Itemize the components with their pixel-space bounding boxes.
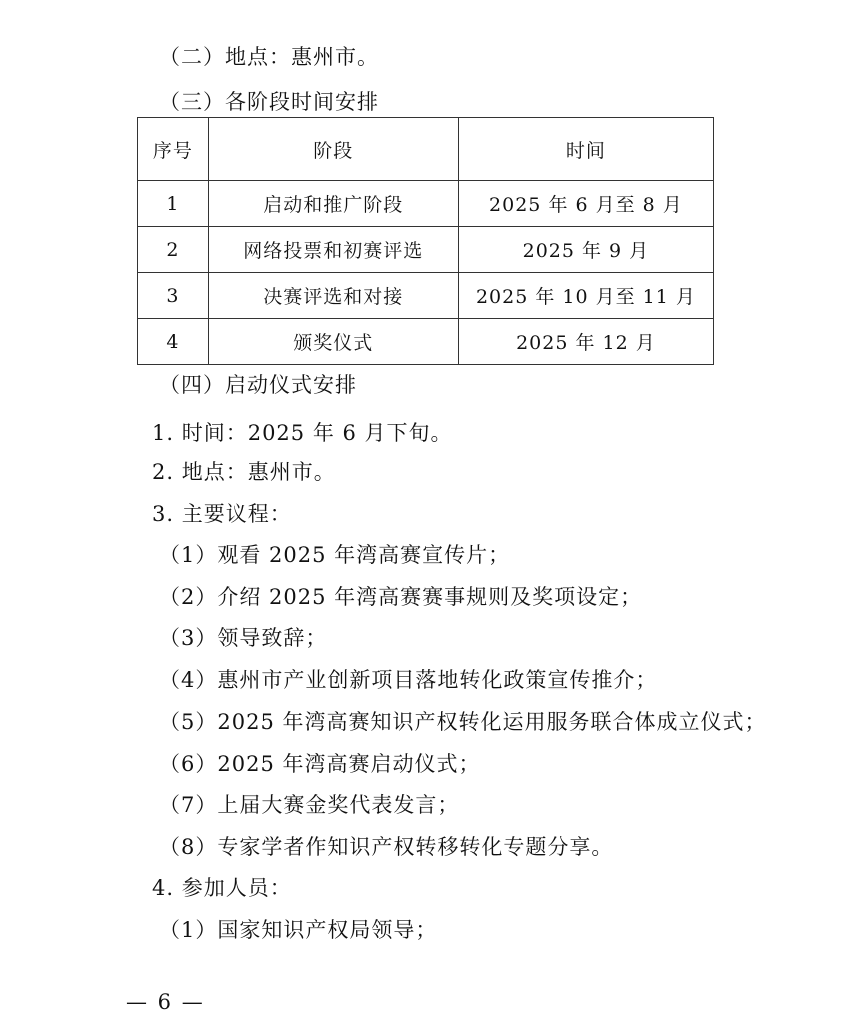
row-time: 2025 年 12 月 bbox=[458, 319, 713, 365]
agenda-item: （1）观看 2025 年湾高赛宣传片； bbox=[159, 543, 511, 567]
row-index: 1 bbox=[138, 181, 209, 227]
launch-time: 1. 时间：2025 年 6 月下旬。 bbox=[152, 421, 453, 445]
launch-heading: （四）启动仪式安排 bbox=[159, 373, 357, 397]
schedule-heading: （三）各阶段时间安排 bbox=[159, 90, 379, 114]
table-row bbox=[138, 273, 714, 319]
row-stage: 启动和推广阶段 bbox=[208, 181, 458, 227]
location-heading: （二）地点：惠州市。 bbox=[159, 45, 379, 69]
header-stage: 阶段 bbox=[208, 118, 458, 181]
row-time: 2025 年 10 月至 11 月 bbox=[458, 273, 713, 319]
row-stage: 决赛评选和对接 bbox=[208, 273, 458, 319]
row-time: 2025 年 6 月至 8 月 bbox=[458, 181, 713, 227]
row-index: 2 bbox=[138, 227, 209, 273]
row-index: 4 bbox=[138, 319, 209, 365]
participants-heading: 4. 参加人员： bbox=[152, 876, 292, 900]
header-index: 序号 bbox=[138, 118, 209, 181]
page-number: — 6 — bbox=[126, 990, 205, 1014]
row-time: 2025 年 9 月 bbox=[458, 227, 713, 273]
agenda-item: （5）2025 年湾高赛知识产权转化运用服务联合体成立仪式； bbox=[159, 710, 767, 734]
agenda-item: （8）专家学者作知识产权转移转化专题分享。 bbox=[159, 835, 614, 859]
row-stage: 网络投票和初赛评选 bbox=[208, 227, 458, 273]
participant-item: （1）国家知识产权局领导； bbox=[159, 918, 438, 942]
agenda-item: （2）介绍 2025 年湾高赛赛事规则及奖项设定； bbox=[159, 585, 643, 609]
launch-place: 2. 地点：惠州市。 bbox=[152, 460, 336, 484]
agenda-heading: 3. 主要议程： bbox=[152, 502, 292, 526]
agenda-item: （6）2025 年湾高赛启动仪式； bbox=[159, 752, 481, 776]
row-index: 3 bbox=[138, 273, 209, 319]
row-stage: 颁奖仪式 bbox=[208, 319, 458, 365]
table-header-row bbox=[138, 118, 714, 181]
table-row bbox=[138, 227, 714, 273]
header-time: 时间 bbox=[458, 118, 713, 181]
agenda-item: （7）上届大赛金奖代表发言； bbox=[159, 793, 460, 817]
schedule-table bbox=[137, 117, 714, 365]
agenda-item: （4）惠州市产业创新项目落地转化政策宣传推介； bbox=[159, 668, 658, 692]
agenda-item: （3）领导致辞； bbox=[159, 626, 328, 650]
table-row bbox=[138, 319, 714, 365]
table-row bbox=[138, 181, 714, 227]
